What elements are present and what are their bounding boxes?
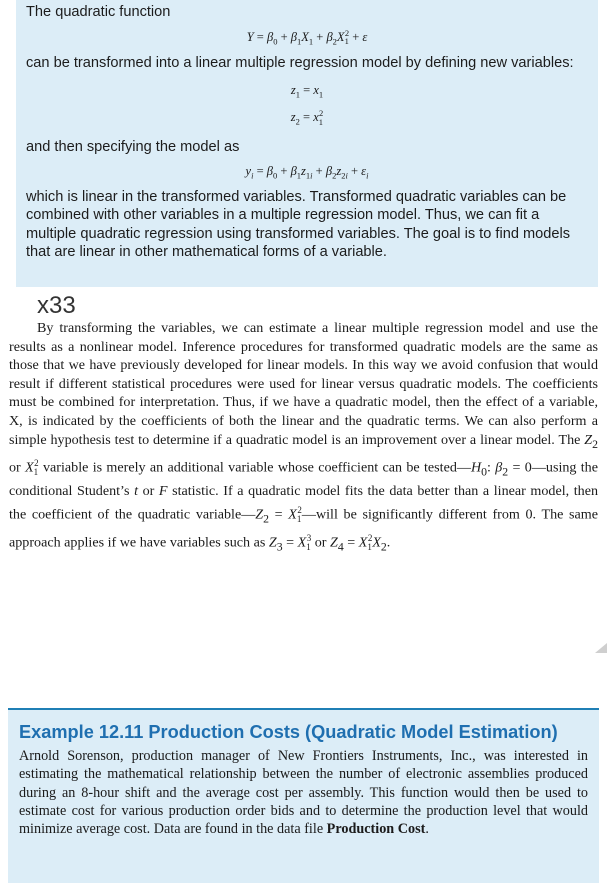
- transform-text: can be transformed into a linear multiple regression model by defining new variables:: [26, 55, 574, 72]
- body-text-4: statistic. If a quadratic model fits the data better than a linear model, then the coefficient of the quadratic variable—: [9, 483, 599, 523]
- body-text-1: By transforming the variables, we can estimate a linear multiple regression model and use the results as a nonlinear model. Inference procedures for transformed quadratic models are the same as those that we have previously developed for linear models. In this way we avoid confusion that would result if different statistical procedures were used for linear versus quadratic models. The coefficients must be combined for interpretation. Thus, if we have a quadratic model, then the effect of a variable, X, is indicated by the coefficients of both the linear and the quadratic terms. We can also perform a simple hypothesis test to determine if a quadratic model is an improvement over a linear model. The: [9, 320, 598, 448]
- example-text: Arnold Sorenson, production manager of New Frontiers Instruments, Inc., was interested in estimating the mathematical relationship between the number of electronic assemblies produced during an 8-hour shift and the average cost per assembly. This function would then be used to estimate cost for various production order bids and to determine the production level that would minimize average cost. Data are found in the data file: [19, 748, 588, 838]
- example-box: [8, 708, 599, 883]
- definition-box: [16, 0, 598, 287]
- page-corner-fold: [595, 643, 607, 653]
- body-text-2: variable is merely an additional variable whose coefficient can be tested—: [43, 459, 471, 476]
- z2-definition: $z_2 = x_1^2$: [290, 108, 324, 127]
- intro-text: The quadratic function: [26, 4, 171, 20]
- linear-transformed-text: which is linear in the transformed variables. Transformed quadratic variables can be combined with other variables in a multiple regression model. Thus, we can fit a multiple quadratic regression using transformed variables. The goal is to find models that are linear in other mathematical forms of a variable.: [26, 188, 571, 261]
- example-title: Example 12.11 Production Costs (Quadratic Model Estimation): [19, 722, 558, 742]
- body-paragraph: By transforming the variables, we can estimate a linear multiple regression model and use the results as a nonlinear model. Inference procedures for transformed quadratic models are the same as those that we have previously developed for linear models. In this way we avoid confusion that would result if different statistical procedures were used for linear versus quadratic models. The coefficients must be combined for interpretation. Thus, if we have a quadratic model, then the effect of a variable, X, is indicated by the coefficients of both the linear and the quadratic terms. We can also perform a simple hypothesis test to determine if a quadratic model is an improvement over a linear model. The $Z_2$ or $X_1^2$ variable is merely an additional variable whose coefficient can be $tested—H_0$: $\beta_2$ = 0—using the conditional Student’s t or F statistic. If a quadratic model fits the data better than a linear model, then the coefficient of the quadratic $variable—Z_2$ = $X_1^2—will$ be significantly different from 0. The same approach applies if we have variables such as $Z_3 = X_1^3$ or $Z_4 = X_1^2X_2$.: [9, 320, 599, 554]
- data-file-name: Production Cost: [326, 821, 426, 838]
- z1-definition: $z_1 = x_1$: [290, 82, 324, 100]
- page-marker: x33: [37, 292, 76, 319]
- quadratic-equation: $Y = \beta_0 + \beta_1X_1 + \beta_2X_1^2 + \varepsilon$: [246, 27, 368, 47]
- example-body: Arnold Sorenson, production manager of New Frontiers Instruments, Inc., was interested in estimating the mathematical relationship between the number of electronic assemblies produced during an 8-hour shift and the average cost per assembly. This function would then be used to estimate cost for various production order bids and to determine the production level that would minimize average cost. Data are found in the data file Production Cost.: [19, 748, 588, 838]
- variable-definitions: [26, 81, 588, 132]
- body-text-5: —will be significantly different from 0. The same approach applies if we have variables such as: [9, 506, 598, 551]
- model-equation: $y_i = \beta_0 + \beta_1z_{1i} + \beta_2z_{2i} + \varepsilon_i$: [245, 164, 369, 181]
- specify-text: and then specifying the model as: [26, 138, 240, 155]
- body-text-3: —using the conditional Student’s: [9, 459, 598, 500]
